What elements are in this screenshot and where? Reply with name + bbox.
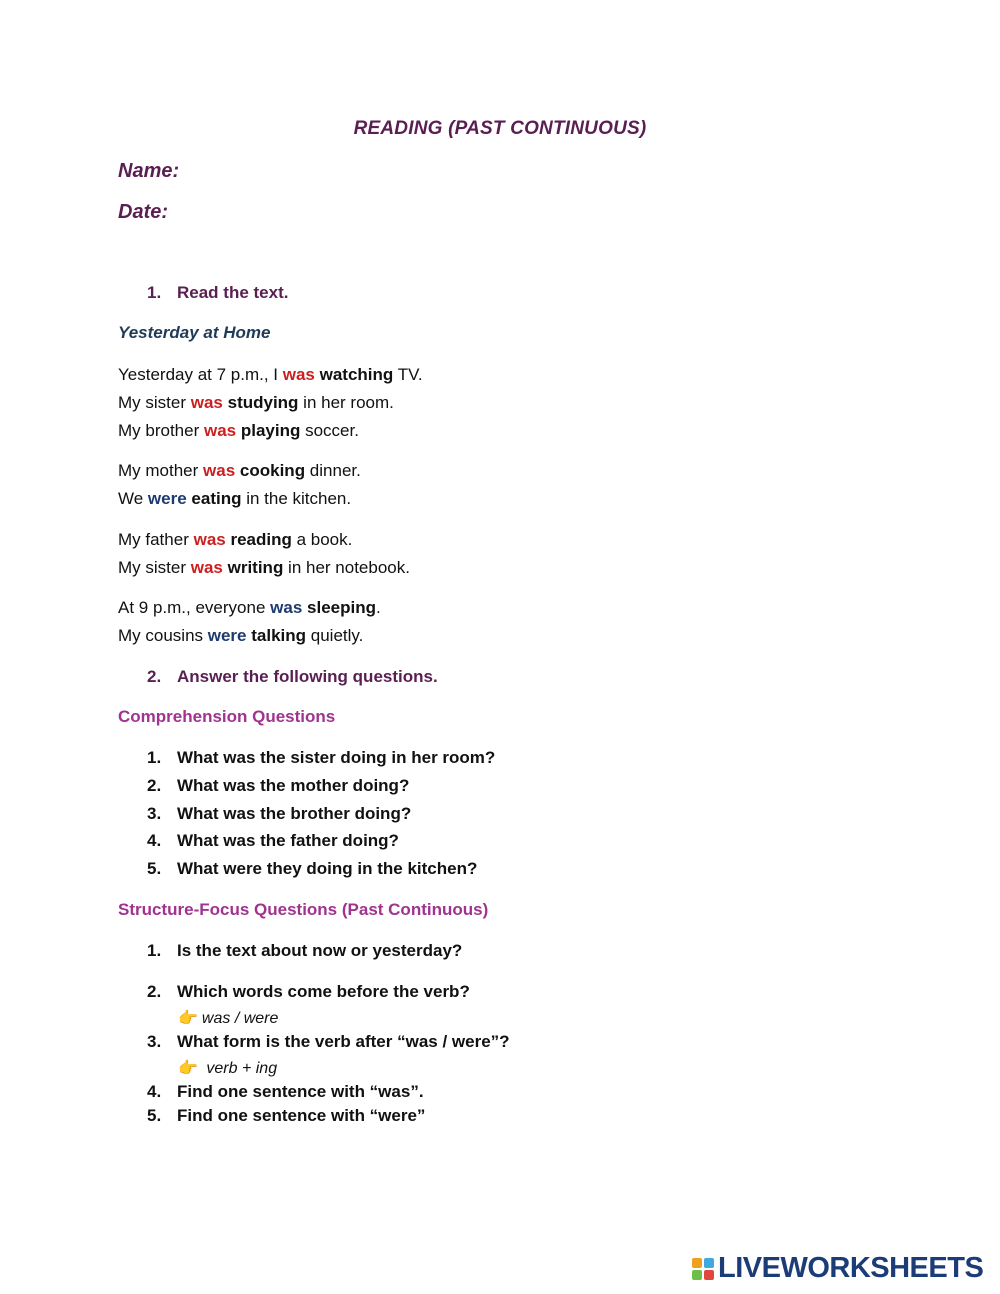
task-2-label: Answer the following questions.: [177, 667, 438, 686]
verb-ing: sleeping: [307, 598, 376, 617]
structure-hint: 👉 verb + ing: [178, 1060, 278, 1077]
aux-was: was: [203, 421, 237, 440]
pointing-hand-icon: 👉: [178, 1010, 198, 1027]
story-title: Yesterday at Home: [118, 323, 271, 342]
story-line: My sister was studying in her room.: [118, 393, 394, 412]
verb-ing: cooking: [239, 461, 306, 480]
story-line: My mother was cooking dinner.: [118, 461, 361, 480]
comprehension-question: 3. What was the brother doing?: [147, 804, 412, 823]
story-line: My sister was writing in her notebook.: [118, 558, 410, 577]
structure-question: 4. Find one sentence with “was”.: [147, 1082, 424, 1101]
story-line: My cousins were talking quietly.: [118, 626, 364, 645]
aux-was: was: [190, 393, 223, 412]
verb-ing: watching: [319, 365, 394, 384]
aux-was: was: [190, 558, 223, 577]
structure-hint: 👉 was / were: [178, 1010, 279, 1027]
verb-ing: studying: [227, 393, 299, 412]
comprehension-question: 2. What was the mother doing?: [147, 776, 410, 795]
aux-was: was: [193, 530, 226, 549]
verb-ing: reading: [230, 530, 292, 549]
comprehension-question: 4. What was the father doing?: [147, 831, 399, 850]
comprehension-question: 1. What was the sister doing in her room?: [147, 748, 496, 767]
structure-heading: Structure-Focus Questions (Past Continuous): [118, 900, 489, 919]
structure-question: 1. Is the text about now or yesterday?: [147, 941, 463, 960]
structure-question: 2. Which words come before the verb?: [147, 982, 470, 1001]
verb-ing: eating: [191, 489, 242, 508]
task-1-label: Read the text.: [177, 283, 289, 302]
name-label: Name:: [118, 160, 180, 182]
structure-question: 3. What form is the verb after “was / were”?: [147, 1032, 510, 1051]
verb-ing: playing: [240, 421, 301, 440]
verb-ing: talking: [251, 626, 307, 645]
aux-were: were: [147, 489, 187, 508]
story-line: At 9 p.m., everyone was sleeping.: [118, 598, 381, 617]
task-1-number: 1.: [147, 283, 162, 302]
task-2-number: 2.: [147, 667, 162, 686]
story-line: My father was reading a book.: [118, 530, 353, 549]
aux-was: was: [282, 365, 315, 384]
story-line: My brother was playing soccer.: [118, 421, 359, 440]
aux-was: was: [270, 598, 303, 617]
pointing-hand-icon: 👉: [178, 1060, 198, 1077]
story-line: We were eating in the kitchen.: [118, 489, 352, 508]
task-2: [147, 667, 438, 687]
verb-ing: writing: [227, 558, 284, 577]
task-1: [147, 283, 288, 303]
aux-was: was: [203, 461, 236, 480]
liveworksheets-logo-icon: [692, 1258, 714, 1280]
story-line: Yesterday at 7 p.m., I was watching TV.: [118, 365, 423, 384]
comprehension-question: 5. What were they doing in the kitchen?: [147, 859, 478, 878]
brand-text: LIVEWORKSHEETS: [718, 1252, 984, 1284]
structure-question: 5. Find one sentence with “were”: [147, 1106, 426, 1125]
aux-were: were: [207, 626, 247, 645]
page-title: READING (PAST CONTINUOUS): [353, 118, 647, 139]
date-label: Date:: [118, 201, 169, 223]
comprehension-heading: Comprehension Questions: [118, 707, 336, 726]
